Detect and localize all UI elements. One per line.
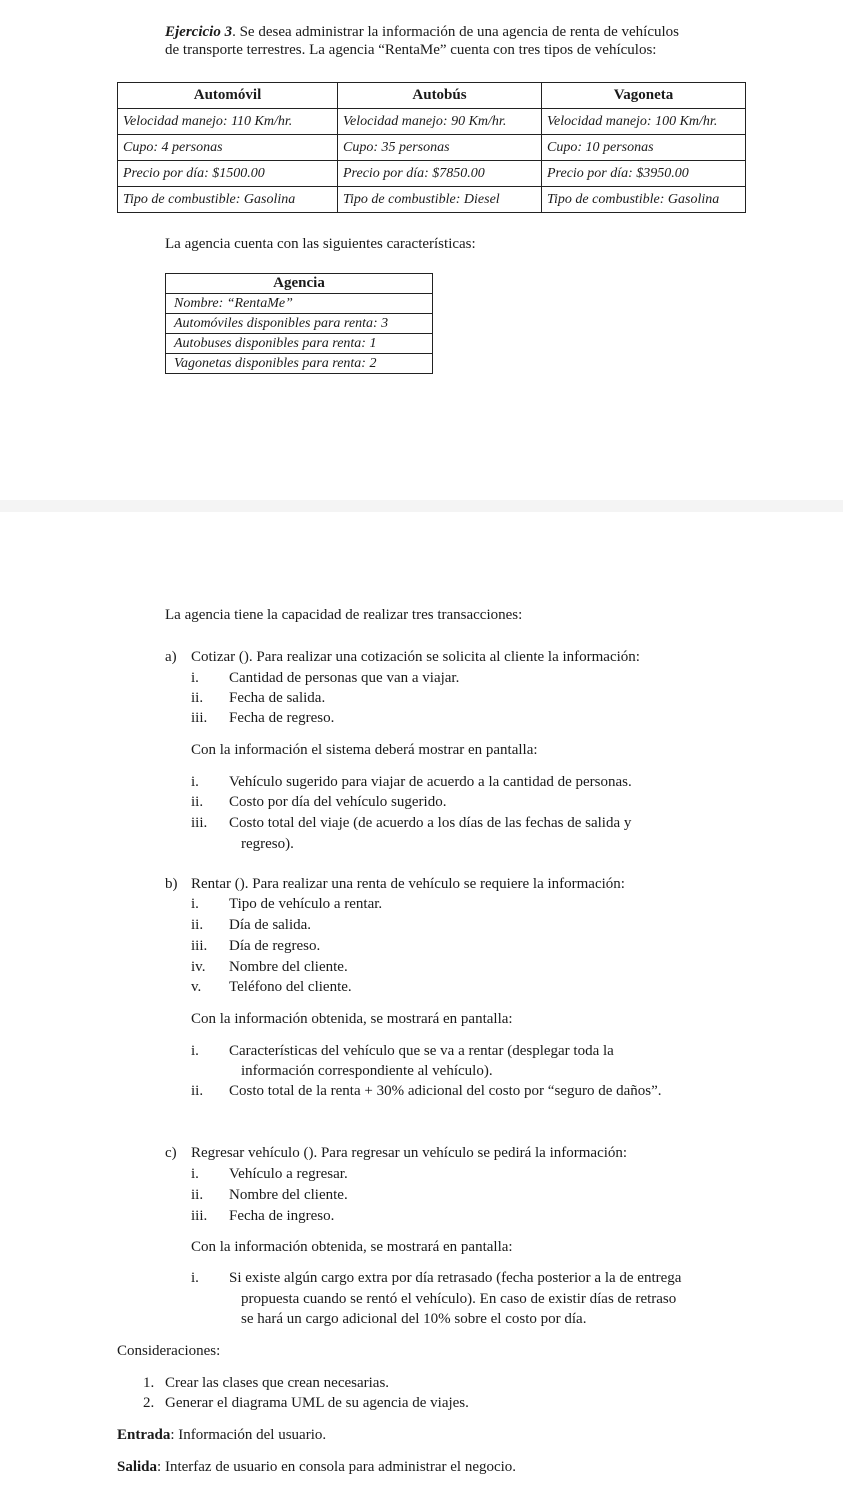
list-item: Costo total del viaje (de acuerdo a los días de las fechas de salida y [229,815,632,831]
list-number: ii. [191,917,204,933]
table-cell: Precio por día: $3950.00 [542,161,746,187]
table-cell: Tipo de combustible: Gasolina [542,187,746,213]
list-number: ii. [191,1187,204,1203]
table-row [118,187,746,213]
list-number: ii. [191,794,204,810]
table-cell: Tipo de combustible: Gasolina [118,187,338,213]
section-a-title: Cotizar (). Para realizar una cotización se solicita al cliente la información: [191,649,640,665]
list-number: 2. [143,1395,155,1411]
list-item: Tipo de vehículo a rentar. [229,896,383,912]
table-cell: Precio por día: $7850.00 [338,161,542,187]
vehicles-table [117,82,746,213]
list-number: i. [191,1270,199,1286]
section-c-title: Regresar vehículo (). Para regresar un vehículo se pedirá la información: [191,1145,628,1161]
section-a-output-intro: Con la información el sistema deberá mostrar en pantalla: [191,742,538,758]
list-item: Si existe algún cargo extra por día retrasado (fecha posterior a la de entrega [229,1270,682,1286]
list-item: Día de regreso. [229,938,321,954]
list-item: Fecha de regreso. [229,710,335,726]
input-line: Entrada: Información del usuario. [117,1427,327,1443]
list-item: Crear las clases que crean necesarias. [165,1375,390,1391]
list-item-continuation: regreso). [241,836,294,852]
agency-table [165,273,433,374]
table-cell: Automóviles disponibles para renta: 3 [166,314,433,334]
list-item: Día de salida. [229,917,312,933]
list-item: Costo total de la renta + 30% adicional del costo por “seguro de daños”. [229,1083,662,1099]
table-cell: Velocidad manejo: 110 Km/hr. [118,109,338,135]
table-cell: Autobuses disponibles para renta: 1 [166,334,433,354]
list-item: Costo por día del vehículo sugerido. [229,794,447,810]
agency-table-header: Agencia [166,274,433,294]
vehicles-table-header [118,83,746,109]
table-cell: Nombre: “RentaMe” [166,294,433,314]
list-number: iii. [191,815,208,831]
list-item: Nombre del cliente. [229,959,348,975]
table-cell: Cupo: 10 personas [542,135,746,161]
list-number: i. [191,670,199,686]
list-number: v. [191,979,202,995]
considerations-title: Consideraciones: [117,1343,221,1359]
header-autobus: Autobús [338,83,542,109]
list-item: Características del vehículo que se va a rentar (desplegar toda la [229,1043,614,1059]
table-cell: Tipo de combustible: Diesel [338,187,542,213]
input-label: Entrada [117,1427,171,1443]
list-number: i. [191,1166,199,1182]
section-a-marker: a) [165,649,177,665]
header-automovil: Automóvil [118,83,338,109]
header-vagoneta: Vagoneta [542,83,746,109]
list-item: Nombre del cliente. [229,1187,348,1203]
list-number: ii. [191,690,204,706]
section-c-marker: c) [165,1145,177,1161]
list-item: Fecha de salida. [229,690,326,706]
page-break [0,500,843,512]
list-number: i. [191,774,199,790]
list-item: Teléfono del cliente. [229,979,352,995]
table-cell: Velocidad manejo: 90 Km/hr. [338,109,542,135]
list-number: iv. [191,959,206,975]
table-row [118,161,746,187]
list-item-continuation: información correspondiente al vehículo). [241,1063,493,1079]
table-cell: Velocidad manejo: 100 Km/hr. [542,109,746,135]
intro-line-1: Ejercicio 3. Se desea administrar la información de una agencia de renta de vehículos [165,24,679,40]
list-item: Cantidad de personas que van a viajar. [229,670,460,686]
intro-line-2: de transporte terrestres. La agencia “RentaMe” cuenta con tres tipos de vehículos: [165,42,657,58]
output-line: Salida: Interfaz de usuario en consola para administrar el negocio. [117,1459,517,1475]
section-b-marker: b) [165,876,178,892]
agency-intro: La agencia cuenta con las siguientes características: [165,236,476,252]
list-item: Vehículo a regresar. [229,1166,348,1182]
output-label: Salida [117,1459,158,1475]
exercise-label: Ejercicio 3 [165,24,233,40]
list-item-continuation: se hará un cargo adicional del 10% sobre el costo por día. [241,1311,587,1327]
section-c-output-intro: Con la información obtenida, se mostrará en pantalla: [191,1239,513,1255]
table-cell: Cupo: 4 personas [118,135,338,161]
section-b-output-intro: Con la información obtenida, se mostrará en pantalla: [191,1011,513,1027]
table-cell: Vagonetas disponibles para renta: 2 [166,354,433,374]
list-number: iii. [191,710,208,726]
table-row [118,135,746,161]
list-item: Vehículo sugerido para viajar de acuerdo a la cantidad de personas. [229,774,632,790]
transactions-intro: La agencia tiene la capacidad de realizar tres transacciones: [165,607,523,623]
list-number: i. [191,896,199,912]
table-cell: Cupo: 35 personas [338,135,542,161]
list-item: Fecha de ingreso. [229,1208,335,1224]
list-number: 1. [143,1375,155,1391]
table-cell: Precio por día: $1500.00 [118,161,338,187]
list-number: i. [191,1043,199,1059]
list-number: ii. [191,1083,204,1099]
section-b-title: Rentar (). Para realizar una renta de vehículo se requiere la información: [191,876,625,892]
list-item-continuation: propuesta cuando se rentó el vehículo). En caso de existir días de retraso [241,1291,677,1307]
table-row [118,109,746,135]
list-number: iii. [191,1208,208,1224]
list-item: Generar el diagrama UML de su agencia de viajes. [165,1395,469,1411]
list-number: iii. [191,938,208,954]
